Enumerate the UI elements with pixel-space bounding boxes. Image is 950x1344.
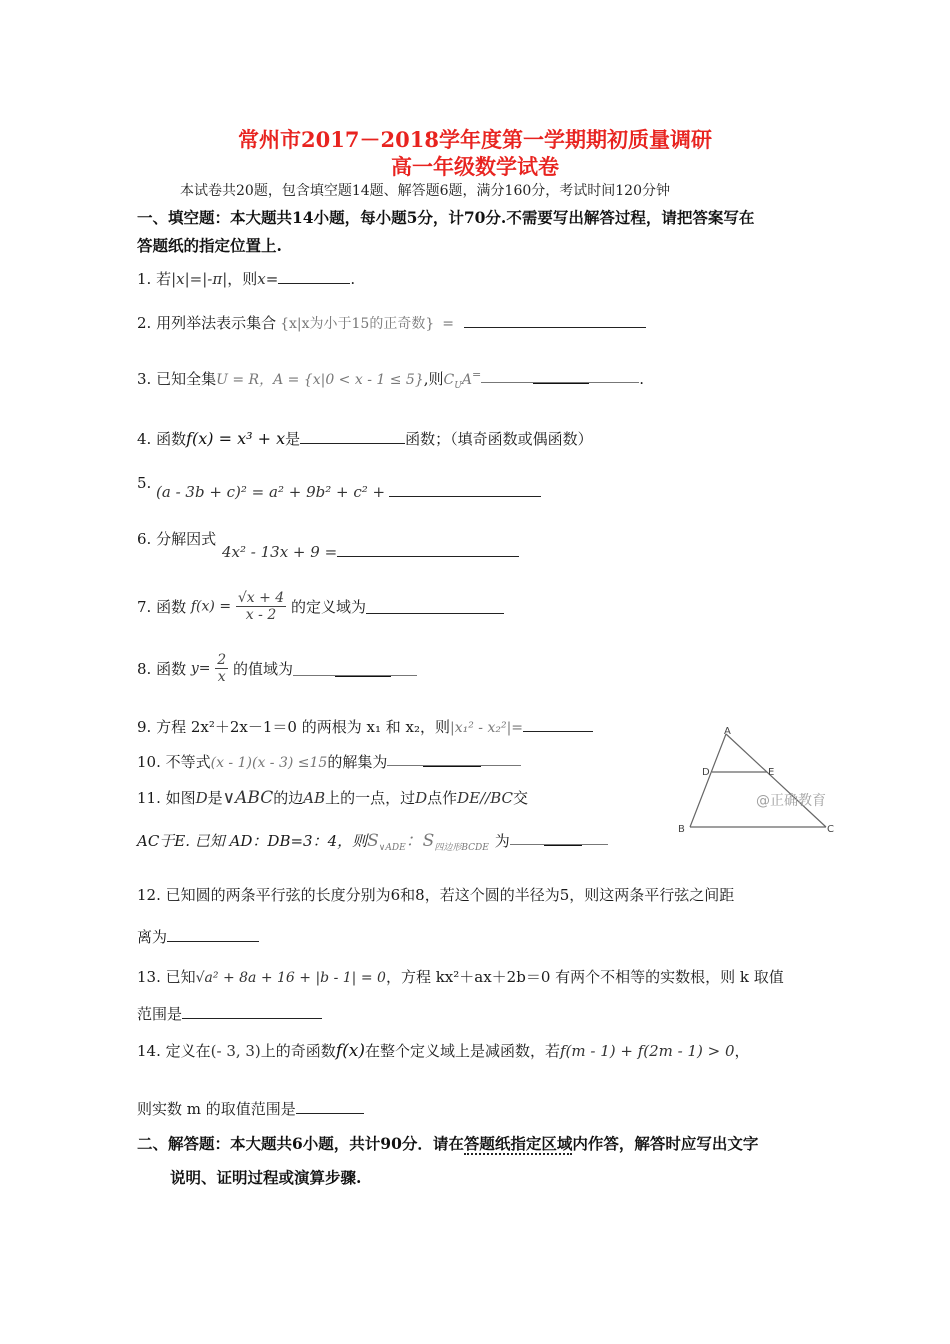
label-e: E (768, 767, 775, 778)
answer-blank-4[interactable] (300, 429, 405, 444)
question-1: 1. 若|x|=|-π|，则x= . (137, 270, 356, 288)
triangle-figure (672, 724, 842, 842)
question-8: 8. 函数 y= $\frac{2}{x}$ 的值域为 (137, 652, 417, 685)
answer-blank-5[interactable] (389, 482, 541, 497)
section1-heading: 一、填空题：本大题共14小题，每小题5分，计70分.不需要写出解答过程，请把答案写在 (137, 208, 755, 227)
question-9: 9. 方程 2x²＋2x－1＝0 的两根为 x₁ 和 x₂，则|x₁² - x₂²|= (137, 716, 593, 737)
question-11: 11. 如图D是∨ABC的边AB上的一点，过D点作DE//BC交 (137, 788, 529, 808)
section1-heading-cont: 答题纸的指定位置上. (137, 236, 282, 255)
question-13: 13. 已知√a² + 8a + 16 + |b - 1| = 0，方程 kx²＋ax＋2b＝0 有两个不相等的实数根，则 k 取值 (137, 968, 784, 986)
question-5-expression: (a - 3b + c)² = a² + 9b² + c² + (156, 482, 541, 501)
label-d: D (702, 767, 710, 778)
answer-blank-14[interactable] (296, 1099, 364, 1114)
question-3: 3. 已知全集U = R，A = {x|0 < x - 1 ≤ 5},则$C_UA^=$ . (137, 368, 644, 391)
question-6: 6. 分解因式 (137, 530, 217, 548)
exam-subtitle: 高一年级数学试卷 (391, 154, 559, 179)
answer-blank-11[interactable] (510, 831, 608, 845)
question-10: 10. 不等式(x - 1)(x - 3) ≤15的解集为 (137, 751, 521, 772)
question-12: 12. 已知圆的两条平行弦的长度分别为6和8，若这个圆的半径为5，则这两条平行弦之间距 (137, 886, 735, 904)
answer-blank-7[interactable] (366, 599, 504, 614)
label-c: C (827, 824, 834, 835)
answer-blank-2[interactable] (464, 313, 646, 328)
question-13-cont: 范围是 (137, 1003, 322, 1024)
section2-heading-cont: 说明、证明过程或演算步骤. (170, 1168, 362, 1187)
q7-fraction: $\frac{√x + 4}{x - 2}$ (237, 590, 285, 623)
watermark-logo: @正确教育 (756, 793, 826, 809)
question-14: 14. 定义在(- 3, 3)上的奇函数f(x)在整个定义域上是减函数，若f(m - 1) + f(2m - 1) > 0， (137, 1041, 750, 1061)
section2-heading: 二、解答题：本大题共6小题，共计90分．请在答题纸指定区域内作答，解答时应写出文字 (137, 1134, 759, 1153)
question-4: 4. 函数f(x) = x³ + x是 函数；（填奇函数或偶函数） (137, 429, 593, 448)
question-11-cont: AC于E. 已知 AD：DB=3：4，则$S_{\vee ADE}$：$S_{四边形BCDE}$ 为 (137, 826, 608, 853)
question-7: 7. 函数 f(x) = $\frac{√x + 4}{x - 2}$ 的定义域为 (137, 590, 504, 623)
question-2: 2. 用列举法表示集合 {x|x为小于15的正奇数} = (137, 312, 646, 333)
emphasis-answer-area: 答题纸指定区域 (463, 1134, 573, 1153)
answer-blank-9[interactable] (523, 717, 593, 732)
edge-ac (726, 734, 826, 827)
question-14-cont: 则实数 m 的取值范围是 (137, 1098, 364, 1119)
edge-ab (690, 734, 726, 827)
question-12-cont: 离为 (137, 926, 259, 947)
label-b: B (678, 824, 685, 835)
question-6-expression: 4x² - 13x + 9 = (222, 542, 519, 561)
answer-blank-12[interactable] (167, 927, 259, 942)
label-a: A (724, 726, 731, 737)
answer-blank-13[interactable] (182, 1004, 322, 1019)
q8-fraction: $\frac{2}{x}$ (217, 652, 227, 685)
answer-blank-1[interactable] (278, 269, 350, 284)
answer-blank-6[interactable] (337, 542, 519, 557)
exam-title: 常州市2017－2018学年度第一学期期初质量调研 (238, 127, 712, 152)
answer-blank-10[interactable] (387, 752, 521, 766)
exam-intro: 本试卷共20题，包含填空题14题、解答题6题，满分160分，考试时间120分钟 (180, 183, 670, 199)
question-5: 5. (137, 474, 152, 492)
answer-blank-3[interactable] (481, 369, 639, 383)
answer-blank-8[interactable] (293, 662, 417, 676)
